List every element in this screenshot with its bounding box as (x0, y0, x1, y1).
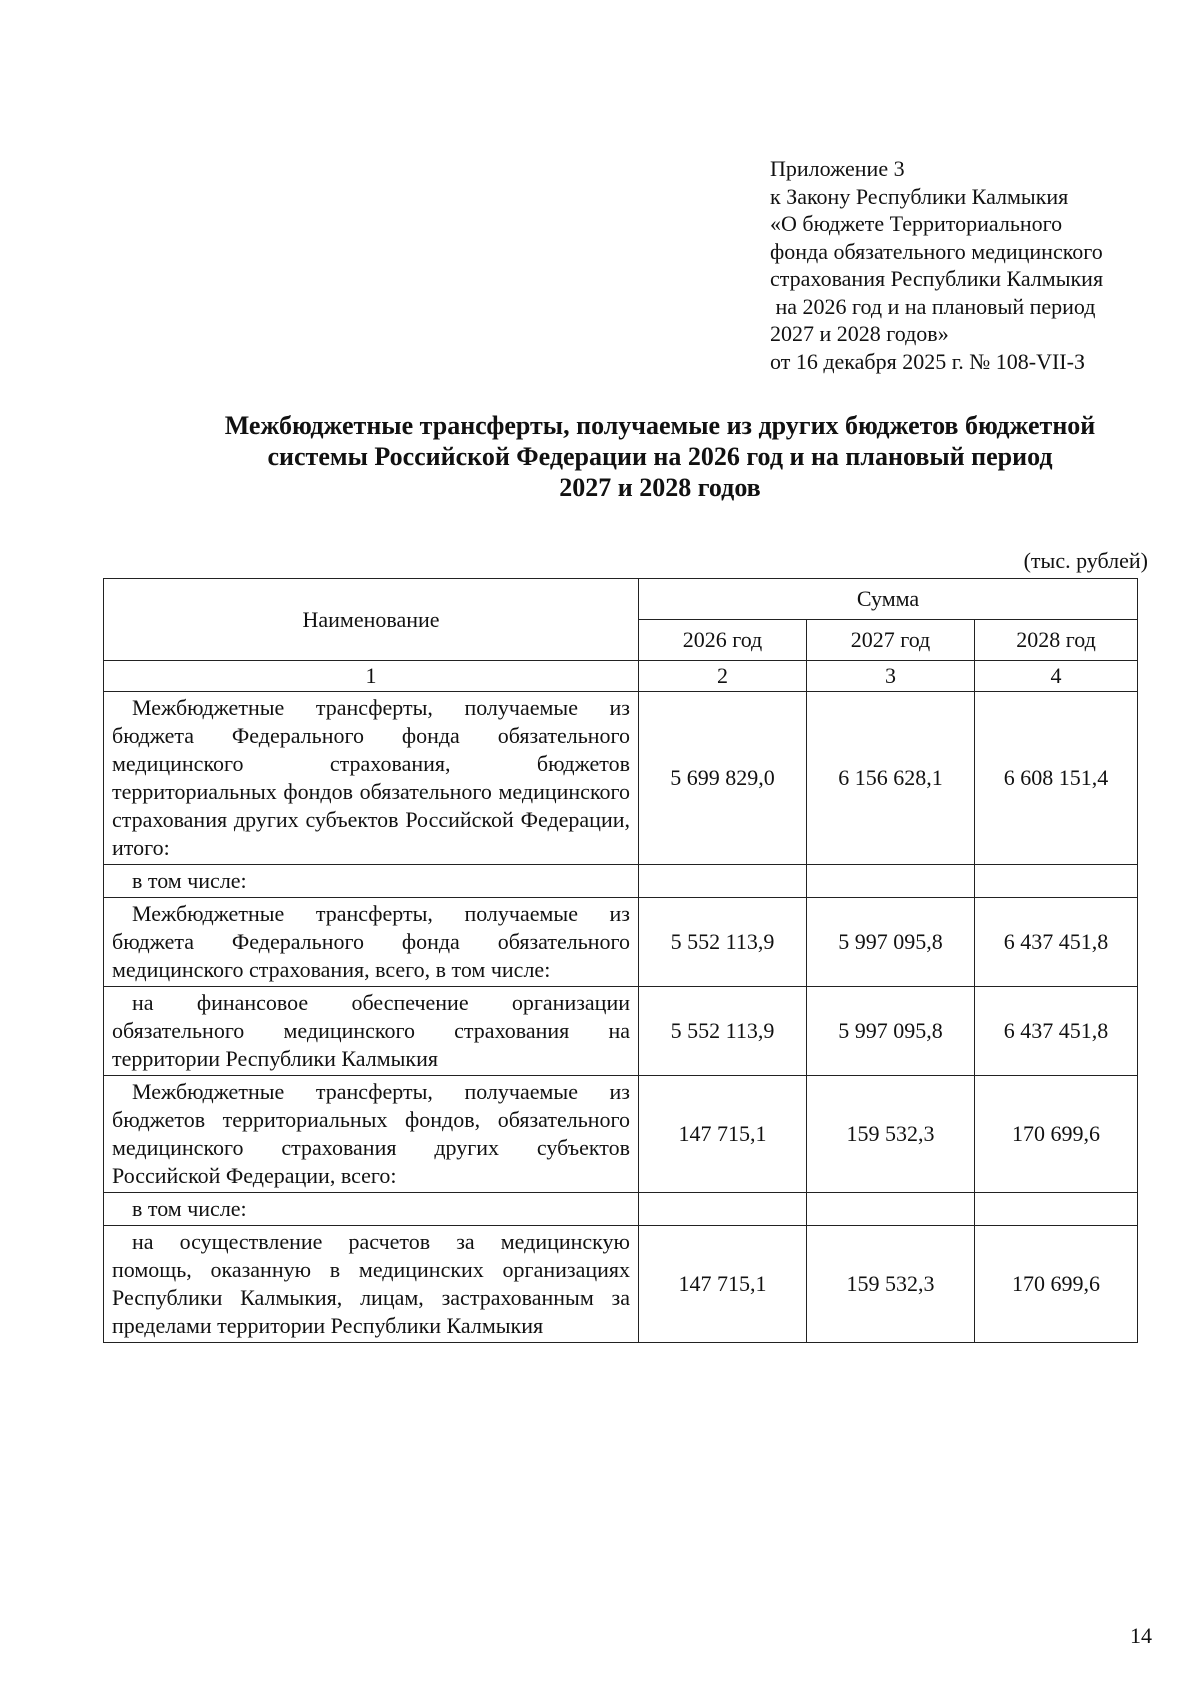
row-name: в том числе: (104, 865, 639, 898)
value-2028: 6 437 451,8 (975, 898, 1138, 987)
title-line: системы Российской Федерации на 2026 год и на плановый период (267, 442, 1053, 471)
column-index: 3 (807, 661, 975, 692)
value-2026 (639, 865, 807, 898)
value-2026: 147 715,1 (639, 1226, 807, 1343)
appendix-line: страхования Республики Калмыкия (770, 266, 1104, 291)
table-row (104, 987, 1138, 1076)
document-title (100, 410, 1200, 503)
value-2027: 6 156 628,1 (807, 692, 975, 865)
appendix-line: на 2026 год и на плановый период (770, 293, 1096, 319)
header-year-2027: 2027 год (807, 620, 975, 661)
units-label: (тыс. рублей) (1023, 548, 1148, 573)
appendix-line: «О бюджете Территориального (770, 211, 1063, 236)
value-2028: 6 608 151,4 (975, 692, 1138, 865)
row-name: Межбюджетные трансферты, получаемые из бюджета Федерального фонда обязательного медицинского страхования, бюджетов территориальных фондов обязательного медицинского страхования других субъектов Российской Федерации, итого: (104, 692, 639, 865)
header-year-2028: 2028 год (975, 620, 1138, 661)
table-row (104, 1226, 1138, 1343)
value-2026: 147 715,1 (639, 1076, 807, 1193)
appendix-line: от 16 декабря 2025 г. № 108-VII-З (770, 348, 1085, 374)
value-2027: 159 532,3 (807, 1076, 975, 1193)
appendix-line: фонда обязательного медицинского (770, 238, 1103, 264)
value-2026 (639, 1193, 807, 1226)
header-row (104, 579, 1138, 620)
title-line: Межбюджетные трансферты, получаемые из других бюджетов бюджетной (224, 411, 1096, 440)
table-row (104, 1193, 1138, 1226)
value-2027 (807, 1193, 975, 1226)
value-2026: 5 552 113,9 (639, 898, 807, 987)
row-name: на финансовое обеспечение организации обязательного медицинского страхования на территории Республики Калмыкия (104, 987, 639, 1076)
value-2026: 5 699 829,0 (639, 692, 807, 865)
column-index: 4 (975, 661, 1138, 692)
table-row (104, 1076, 1138, 1193)
value-2028: 170 699,6 (975, 1076, 1138, 1193)
header-sum: Сумма (639, 579, 1138, 620)
row-name: на осуществление расчетов за медицинскую помощь, оказанную в медицинских организациях Республики Калмыкия, лицам, застрахованным за пределами территории Республики Калмыкия (104, 1226, 639, 1343)
column-index: 1 (104, 661, 639, 692)
appendix-line: к Закону Республики Калмыкия (770, 183, 1069, 209)
column-index: 2 (639, 661, 807, 692)
row-name: Межбюджетные трансферты, получаемые из бюджета Федерального фонда обязательного медицинского страхования, всего, в том числе: (104, 898, 639, 987)
table-row (104, 692, 1138, 865)
row-name: Межбюджетные трансферты, получаемые из бюджетов территориальных фондов, обязательного медицинского страхования других субъектов Российской Федерации, всего: (104, 1076, 639, 1193)
value-2027: 5 997 095,8 (807, 898, 975, 987)
value-2027 (807, 865, 975, 898)
appendix-line: 2027 и 2028 годов» (770, 321, 949, 346)
value-2028 (975, 1193, 1138, 1226)
value-2028: 170 699,6 (975, 1226, 1138, 1343)
value-2027: 5 997 095,8 (807, 987, 975, 1076)
appendix-block (770, 155, 1170, 375)
transfers-table (103, 578, 1138, 1343)
page-number: 14 (1130, 1623, 1152, 1648)
appendix-line: Приложение 3 (770, 156, 905, 181)
header-year-2026: 2026 год (639, 620, 807, 661)
value-2027: 159 532,3 (807, 1226, 975, 1343)
title-line: 2027 и 2028 годов (559, 473, 761, 502)
header-name: Наименование (104, 579, 639, 661)
table-row (104, 865, 1138, 898)
row-name: в том числе: (104, 1193, 639, 1226)
value-2028 (975, 865, 1138, 898)
value-2026: 5 552 113,9 (639, 987, 807, 1076)
column-index-row (104, 661, 1138, 692)
value-2028: 6 437 451,8 (975, 987, 1138, 1076)
table-row (104, 898, 1138, 987)
